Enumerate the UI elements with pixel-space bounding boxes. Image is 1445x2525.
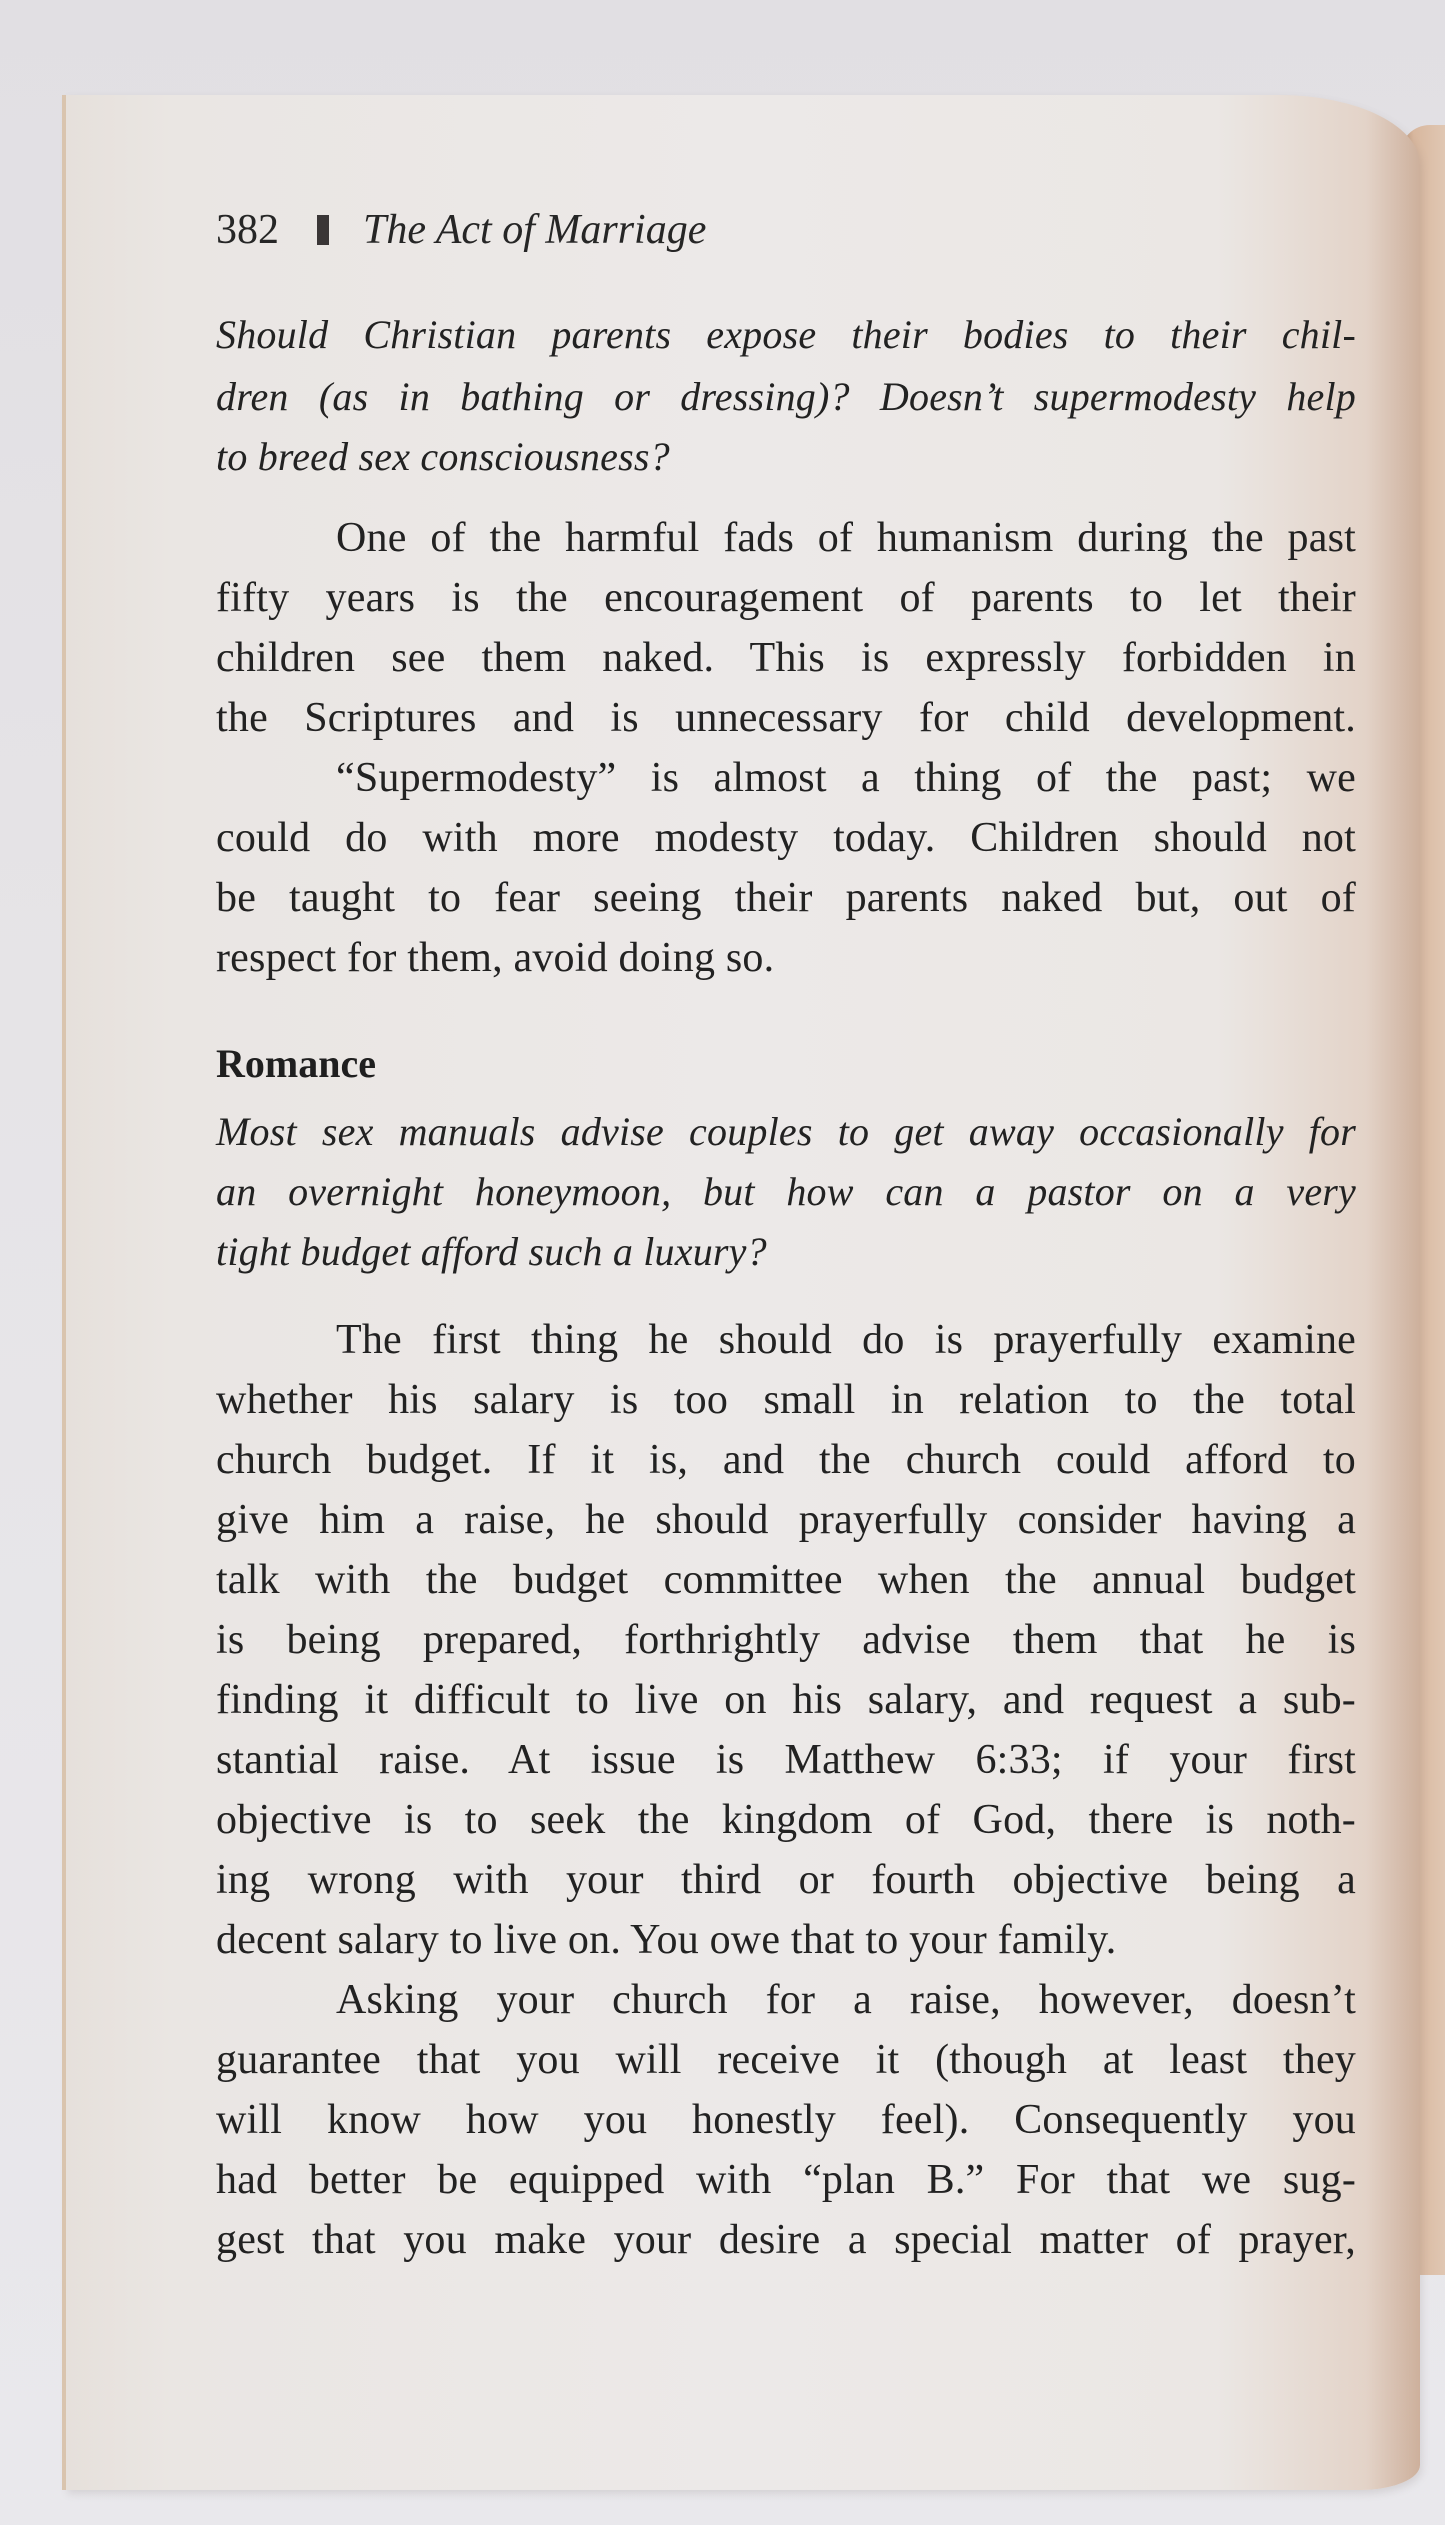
paragraph-line: guarantee that you will receive it (though at least they <box>216 2037 1356 2083</box>
paragraph-line: give him a raise, he should prayerfully consider having a <box>216 1497 1356 1543</box>
paragraph-line: decent salary to live on. You owe that to your family. <box>216 1917 1117 1963</box>
book-page <box>66 95 1420 2490</box>
paragraph-line: be taught to fear seeing their parents naked but, out of <box>216 875 1356 921</box>
paragraph-line: is being prepared, forthrightly advise them that he is <box>216 1617 1356 1663</box>
paragraph-line: ing wrong with your third or fourth objective being a <box>216 1857 1356 1903</box>
paragraph-line: gest that you make your desire a special matter of prayer, <box>216 2217 1356 2263</box>
section-heading: Romance <box>216 1041 376 1086</box>
paragraph-line: One of the harmful fads of humanism during the past <box>336 515 1356 561</box>
paragraph-line: talk with the budget committee when the annual budget <box>216 1557 1356 1603</box>
paragraph-line: stantial raise. At issue is Matthew 6:33; if your first <box>216 1737 1356 1783</box>
paragraph-line: objective is to seek the kingdom of God, there is noth- <box>216 1797 1356 1843</box>
header-separator-icon <box>317 215 329 245</box>
question-line: tight budget afford such a luxury? <box>216 1229 767 1274</box>
paragraph-line: will know how you honestly feel). Consequently you <box>216 2097 1356 2143</box>
paragraph-line: finding it difficult to live on his salary, and request a sub- <box>216 1677 1356 1723</box>
question-line: Should Christian parents expose their bodies to their chil- <box>216 312 1356 357</box>
question-line: dren (as in bathing or dressing)? Doesn’t supermodesty help <box>216 374 1356 419</box>
paragraph-line: had better be equipped with “plan B.” For that we sug- <box>216 2157 1356 2203</box>
paragraph-line: “Supermodesty” is almost a thing of the past; we <box>336 755 1356 801</box>
paragraph-line: whether his salary is too small in relation to the total <box>216 1377 1356 1423</box>
paragraph-line: fifty years is the encouragement of parents to let their <box>216 575 1356 621</box>
question-line: Most sex manuals advise couples to get away occasionally for <box>216 1109 1356 1154</box>
paragraph-line: could do with more modesty today. Children should not <box>216 815 1356 861</box>
book-title: The Act of Marriage <box>363 207 707 253</box>
paragraph-line: children see them naked. This is expressly forbidden in <box>216 635 1356 681</box>
running-header <box>216 205 706 255</box>
question-line: an overnight honeymoon, but how can a pastor on a very <box>216 1169 1356 1214</box>
page-number: 382 <box>216 207 279 253</box>
question-line: to breed sex consciousness? <box>216 434 670 479</box>
paragraph-line: Asking your church for a raise, however, doesn’t <box>336 1977 1356 2023</box>
paragraph-line: respect for them, avoid doing so. <box>216 935 775 981</box>
paragraph-line: church budget. If it is, and the church could afford to <box>216 1437 1356 1483</box>
paragraph-line: The first thing he should do is prayerfully examine <box>336 1317 1356 1363</box>
paragraph-line: the Scriptures and is unnecessary for child development. <box>216 695 1356 741</box>
